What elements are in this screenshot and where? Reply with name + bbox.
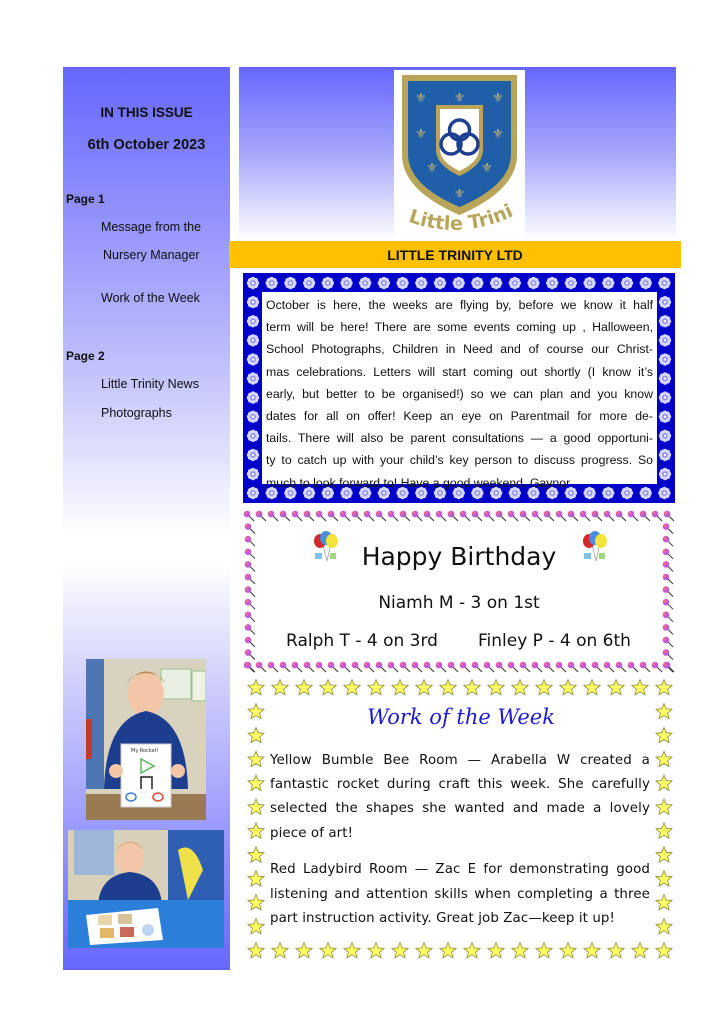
party-popper-icon — [245, 649, 255, 659]
party-popper-icon — [640, 511, 650, 521]
party-popper-icon — [508, 511, 518, 521]
party-popper-icon — [460, 662, 470, 672]
star-icon — [440, 943, 456, 958]
star-icon — [512, 943, 528, 958]
flower-icon — [490, 277, 502, 289]
flower-icon — [659, 296, 671, 308]
flower-icon — [247, 430, 259, 442]
party-popper-icon — [652, 511, 662, 521]
star-icon — [296, 680, 312, 695]
star-icon — [248, 919, 264, 934]
star-icon — [248, 680, 264, 695]
party-popper-icon — [244, 511, 254, 521]
party-popper-icon — [628, 662, 638, 672]
party-popper-icon — [316, 511, 326, 521]
sidebar-page-1: Page 1 — [66, 192, 105, 206]
message-line: term will be here! There are some events coming up , Halloween, — [266, 320, 653, 335]
sidebar-item-message[interactable]: Message from the — [101, 220, 202, 234]
svg-text:⚜: ⚜ — [492, 91, 504, 106]
party-popper-icon — [592, 662, 602, 672]
party-popper-icon — [292, 511, 302, 521]
photo-child-rocket — [86, 659, 206, 820]
star-icon — [656, 943, 672, 958]
star-icon — [608, 680, 624, 695]
party-popper-icon — [544, 662, 554, 672]
star-icon — [248, 799, 264, 814]
party-popper-icon — [352, 511, 362, 521]
message-line: early, but better to be organised!) so we can plan and you know — [266, 386, 653, 401]
flower-icon — [247, 468, 259, 480]
party-popper-icon — [245, 612, 255, 622]
party-popper-icon — [304, 511, 314, 521]
flower-icon — [303, 277, 315, 289]
party-popper-icon — [245, 574, 255, 584]
party-popper-icon — [664, 511, 674, 521]
party-popper-icon — [663, 624, 673, 634]
star-icon — [392, 680, 408, 695]
sidebar-item-work-of-week[interactable]: Work of the Week — [101, 291, 200, 305]
flower-icon — [266, 277, 278, 289]
star-icon — [464, 943, 480, 958]
flower-icon — [602, 277, 614, 289]
party-popper-icon — [245, 523, 255, 533]
party-popper-icon — [663, 662, 673, 672]
svg-text:⚜: ⚜ — [426, 161, 438, 176]
star-icon — [272, 943, 288, 958]
flower-icon — [509, 277, 521, 289]
party-popper-icon — [448, 662, 458, 672]
party-popper-icon — [280, 511, 290, 521]
star-icon — [248, 727, 264, 742]
party-popper-icon — [245, 662, 255, 672]
party-popper-icon — [568, 511, 578, 521]
flower-icon — [659, 315, 671, 327]
star-icon — [656, 799, 672, 814]
flower-icon — [583, 277, 595, 289]
flower-icon — [247, 372, 259, 384]
sidebar-item-nursery-manager[interactable]: Nursery Manager — [103, 248, 200, 262]
sidebar-item-news[interactable]: Little Trinity News — [101, 377, 199, 391]
flower-icon — [659, 468, 671, 480]
star-icon — [536, 943, 552, 958]
work-of-week-entry-ladybird: Red Ladybird Room — Zac E for demonstrating good listening and attention skills when completing a three part instruction activity. Great job Zac—keep it up! — [270, 862, 650, 926]
party-popper-icon — [412, 511, 422, 521]
birthday-entry: Finley P - 4 on 6th — [478, 631, 631, 651]
message-line: mas celebrations. Letters will start coming out shortly (I know it’s — [266, 364, 653, 379]
message-line: much to look forward to! Have a good weekend, Gaynor — [266, 475, 571, 490]
party-popper-icon — [376, 662, 386, 672]
star-icon — [656, 680, 672, 695]
message-line: ty to catch up with your child’s key person to discuss progress. So — [266, 453, 653, 468]
star-icon — [632, 680, 648, 695]
flower-icon — [247, 487, 259, 499]
star-icon — [440, 680, 456, 695]
star-icon — [248, 943, 264, 958]
party-popper-icon — [628, 511, 638, 521]
flower-icon — [415, 277, 427, 289]
party-popper-icon — [496, 662, 506, 672]
flower-icon — [247, 315, 259, 327]
svg-text:⚜: ⚜ — [492, 127, 504, 142]
sidebar-item-photographs[interactable]: Photographs — [101, 406, 172, 420]
party-popper-icon — [616, 662, 626, 672]
party-popper-icon — [448, 511, 458, 521]
star-icon — [248, 775, 264, 790]
svg-text:⚜: ⚜ — [453, 91, 466, 106]
party-popper-icon — [388, 511, 398, 521]
party-popper-icon — [604, 662, 614, 672]
party-popper-icon — [663, 523, 673, 533]
party-popper-icon — [388, 662, 398, 672]
sidebar-page-2: Page 2 — [66, 349, 105, 363]
party-popper-icon — [484, 511, 494, 521]
party-popper-icon — [340, 511, 350, 521]
star-icon — [656, 847, 672, 862]
flower-icon — [247, 353, 259, 365]
party-popper-icon — [245, 624, 255, 634]
party-popper-icon — [364, 511, 374, 521]
manager-message-text — [266, 294, 653, 494]
flower-icon — [434, 277, 446, 289]
photo-child-table — [68, 830, 224, 948]
flower-icon — [284, 277, 296, 289]
flower-icon — [247, 277, 259, 289]
party-popper-icon — [292, 662, 302, 672]
star-icon — [272, 680, 288, 695]
star-icon — [416, 943, 432, 958]
birthday-box — [243, 509, 675, 673]
party-popper-icon — [256, 511, 266, 521]
party-popper-icon — [412, 662, 422, 672]
star-icon — [656, 775, 672, 790]
star-icon — [368, 680, 384, 695]
party-popper-icon — [245, 637, 255, 647]
flower-icon — [247, 449, 259, 461]
party-popper-icon — [460, 511, 470, 521]
star-icon — [488, 943, 504, 958]
svg-text:⚜: ⚜ — [453, 187, 466, 202]
party-popper-icon — [424, 511, 434, 521]
birthday-entry: Niamh M - 3 on 1st — [378, 593, 540, 613]
party-popper-icon — [544, 511, 554, 521]
star-icon — [248, 895, 264, 910]
star-icon — [464, 680, 480, 695]
party-popper-icon — [472, 662, 482, 672]
star-icon — [656, 751, 672, 766]
party-popper-icon — [280, 662, 290, 672]
star-icon — [512, 680, 528, 695]
party-popper-icon — [256, 662, 266, 672]
flower-icon — [322, 277, 334, 289]
manager-message — [262, 292, 657, 490]
flower-icon — [527, 277, 539, 289]
flower-icon — [247, 334, 259, 346]
flower-icon — [659, 353, 671, 365]
flower-icon — [396, 277, 408, 289]
party-popper-icon — [663, 612, 673, 622]
flower-icon — [247, 296, 259, 308]
star-icon — [560, 943, 576, 958]
flower-icon — [247, 391, 259, 403]
message-line: October is here, the weeks are flying by, before we know it half — [266, 298, 653, 312]
flower-icon — [640, 277, 652, 289]
issue-date: 6th October 2023 — [87, 137, 206, 153]
star-icon — [536, 680, 552, 695]
star-icon — [656, 871, 672, 886]
party-popper-icon — [640, 662, 650, 672]
flower-icon — [546, 277, 558, 289]
birthday-title: Happy Birthday — [361, 542, 557, 571]
party-popper-icon — [508, 662, 518, 672]
party-popper-icon — [663, 574, 673, 584]
birthday-entry: Ralph T - 4 on 3rd — [286, 631, 438, 651]
star-icon — [344, 943, 360, 958]
party-popper-icon — [652, 662, 662, 672]
party-popper-icon — [580, 511, 590, 521]
party-popper-icon — [364, 662, 374, 672]
party-popper-icon — [436, 662, 446, 672]
star-icon — [656, 919, 672, 934]
party-popper-icon — [556, 662, 566, 672]
flower-icon — [659, 411, 671, 423]
flower-icon — [659, 430, 671, 442]
star-icon — [488, 680, 504, 695]
party-popper-icon — [436, 511, 446, 521]
party-popper-icon — [400, 662, 410, 672]
party-popper-icon — [328, 511, 338, 521]
party-popper-icon — [304, 662, 314, 672]
flower-icon — [453, 277, 465, 289]
party-popper-icon — [663, 649, 673, 659]
party-popper-icon — [340, 662, 350, 672]
party-popper-icon — [376, 511, 386, 521]
company-title-band: LITTLE TRINITY LTD — [229, 241, 681, 268]
star-icon — [248, 751, 264, 766]
party-popper-icon — [472, 511, 482, 521]
star-icon — [368, 943, 384, 958]
party-popper-icon — [496, 511, 506, 521]
star-icon — [656, 895, 672, 910]
party-popper-icon — [352, 662, 362, 672]
flower-icon — [659, 449, 671, 461]
manager-message-box — [243, 273, 675, 503]
star-icon — [656, 823, 672, 838]
flower-icon — [471, 277, 483, 289]
flower-icon — [565, 277, 577, 289]
message-line: dates for all on offer! Keep an eye on Parentmail for more de- — [266, 409, 653, 424]
party-popper-icon — [316, 662, 326, 672]
flower-icon — [658, 277, 670, 289]
party-popper-icon — [663, 637, 673, 647]
flower-icon — [378, 277, 390, 289]
flower-icon — [340, 277, 352, 289]
work-of-week-title: Work of the Week — [367, 705, 555, 729]
work-of-week-box — [245, 677, 677, 965]
star-icon — [584, 943, 600, 958]
party-popper-icon — [616, 511, 626, 521]
logo-text: Little Trini — [406, 199, 517, 235]
little-trinity-crest-logo — [394, 70, 525, 238]
star-icon — [416, 680, 432, 695]
message-line: School Photographs, Children in Need and of course our Christ- — [266, 342, 653, 357]
party-popper-icon — [484, 662, 494, 672]
flower-icon — [659, 391, 671, 403]
party-popper-icon — [268, 511, 278, 521]
party-popper-icon — [532, 662, 542, 672]
party-popper-icon — [520, 662, 530, 672]
star-icon — [296, 943, 312, 958]
star-icon — [248, 871, 264, 886]
star-icon — [320, 943, 336, 958]
star-icon — [632, 943, 648, 958]
rocket-caption: My Rocket! — [131, 748, 159, 754]
star-icon — [656, 727, 672, 742]
flower-icon — [247, 411, 259, 423]
party-popper-icon — [532, 511, 542, 521]
party-popper-icon — [520, 511, 530, 521]
star-icon — [320, 680, 336, 695]
star-icon — [608, 943, 624, 958]
star-icon — [344, 680, 360, 695]
party-popper-icon — [604, 511, 614, 521]
star-icon — [560, 680, 576, 695]
star-icon — [248, 823, 264, 838]
star-icon — [248, 847, 264, 862]
star-icon — [584, 680, 600, 695]
party-popper-icon — [556, 511, 566, 521]
star-icon — [392, 943, 408, 958]
flower-icon — [659, 372, 671, 384]
party-popper-icon — [568, 662, 578, 672]
message-line: tails. There will also be parent consultations — a good opportuni- — [266, 431, 653, 446]
party-popper-icon — [424, 662, 434, 672]
party-popper-icon — [268, 662, 278, 672]
work-of-week-entry-bumble-bee: Yellow Bumble Bee Room — Arabella W created a fantastic rocket during craft this week. She carefully selected the shapes she wanted and made a lovely piece of art! — [270, 753, 650, 841]
party-popper-icon — [400, 511, 410, 521]
flower-icon — [659, 334, 671, 346]
flower-icon — [658, 487, 670, 499]
party-popper-icon — [580, 662, 590, 672]
sidebar-heading: IN THIS ISSUE — [100, 105, 193, 120]
svg-text:⚜: ⚜ — [415, 91, 427, 106]
flower-icon — [359, 277, 371, 289]
party-popper-icon — [328, 662, 338, 672]
svg-text:⚜: ⚜ — [481, 161, 493, 176]
flower-icon — [621, 277, 633, 289]
svg-text:⚜: ⚜ — [415, 127, 427, 142]
party-popper-icon — [592, 511, 602, 521]
